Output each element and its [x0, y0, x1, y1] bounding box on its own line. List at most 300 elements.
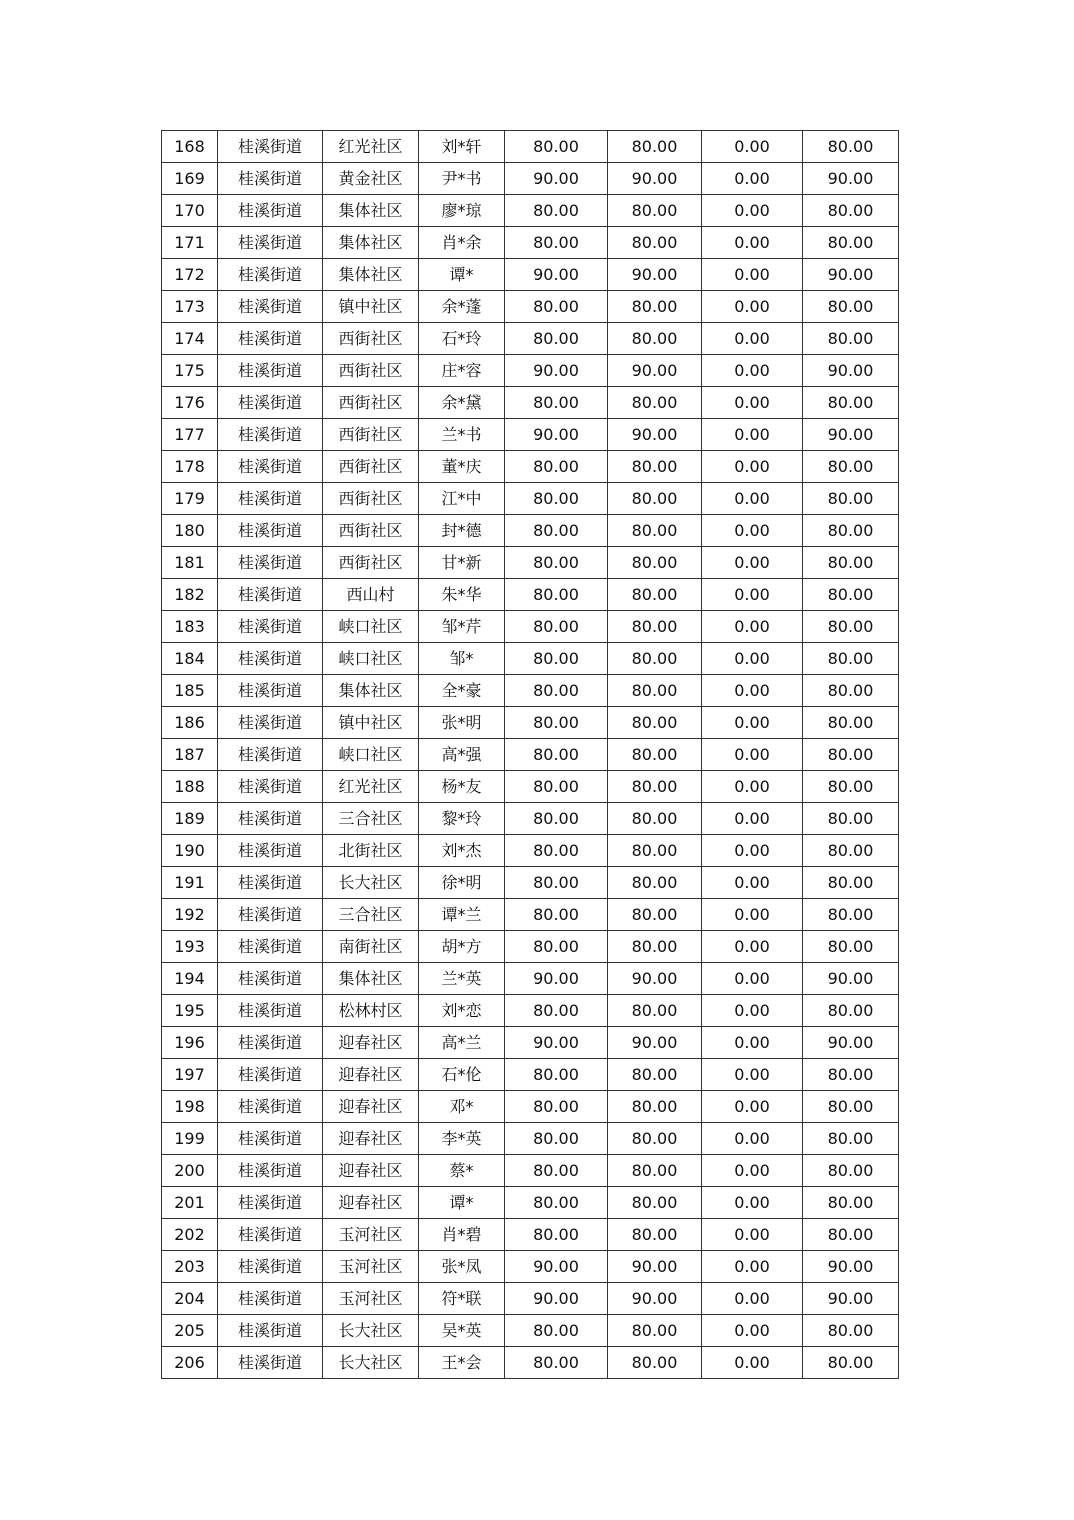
amount-cell: 0.00 — [702, 675, 803, 707]
amount-cell: 0.00 — [702, 355, 803, 387]
street-cell: 桂溪街道 — [218, 291, 323, 323]
amount-cell: 80.00 — [505, 451, 608, 483]
community-cell: 峡口社区 — [323, 739, 419, 771]
community-cell: 迎春社区 — [323, 1091, 419, 1123]
amount-cell: 90.00 — [505, 963, 608, 995]
amount-cell: 0.00 — [702, 1059, 803, 1091]
amount-cell: 80.00 — [803, 451, 899, 483]
table-row — [162, 771, 899, 803]
community-cell: 迎春社区 — [323, 1059, 419, 1091]
amount-cell: 80.00 — [803, 931, 899, 963]
amount-cell: 80.00 — [608, 771, 702, 803]
amount-cell: 80.00 — [803, 835, 899, 867]
name-cell: 封*德 — [419, 515, 505, 547]
amount-cell: 80.00 — [608, 1219, 702, 1251]
amount-cell: 0.00 — [702, 931, 803, 963]
serial-number-cell: 179 — [162, 483, 218, 515]
serial-number-cell: 204 — [162, 1283, 218, 1315]
street-cell: 桂溪街道 — [218, 675, 323, 707]
serial-number-cell: 171 — [162, 227, 218, 259]
table-row — [162, 643, 899, 675]
amount-cell: 80.00 — [803, 1091, 899, 1123]
amount-cell: 90.00 — [505, 1251, 608, 1283]
community-cell: 峡口社区 — [323, 643, 419, 675]
amount-cell: 80.00 — [803, 675, 899, 707]
amount-cell: 0.00 — [702, 995, 803, 1027]
amount-cell: 0.00 — [702, 1283, 803, 1315]
name-cell: 余*蓬 — [419, 291, 505, 323]
table-row — [162, 835, 899, 867]
table-row — [162, 1155, 899, 1187]
name-cell: 吴*英 — [419, 1315, 505, 1347]
amount-cell: 80.00 — [803, 515, 899, 547]
amount-cell: 80.00 — [608, 995, 702, 1027]
amount-cell: 80.00 — [505, 323, 608, 355]
amount-cell: 90.00 — [608, 1283, 702, 1315]
serial-number-cell: 190 — [162, 835, 218, 867]
serial-number-cell: 195 — [162, 995, 218, 1027]
community-cell: 迎春社区 — [323, 1027, 419, 1059]
street-cell: 桂溪街道 — [218, 1283, 323, 1315]
table-row — [162, 1059, 899, 1091]
amount-cell: 80.00 — [608, 899, 702, 931]
street-cell: 桂溪街道 — [218, 1123, 323, 1155]
table-row — [162, 707, 899, 739]
amount-cell: 0.00 — [702, 483, 803, 515]
community-cell: 南街社区 — [323, 931, 419, 963]
street-cell: 桂溪街道 — [218, 419, 323, 451]
community-cell: 松林村区 — [323, 995, 419, 1027]
table-row — [162, 163, 899, 195]
table-row — [162, 995, 899, 1027]
street-cell: 桂溪街道 — [218, 131, 323, 163]
community-cell: 西街社区 — [323, 451, 419, 483]
table-row — [162, 1187, 899, 1219]
street-cell: 桂溪街道 — [218, 835, 323, 867]
amount-cell: 80.00 — [803, 483, 899, 515]
table-row — [162, 547, 899, 579]
street-cell: 桂溪街道 — [218, 1155, 323, 1187]
street-cell: 桂溪街道 — [218, 323, 323, 355]
amount-cell: 80.00 — [505, 835, 608, 867]
amount-cell: 80.00 — [608, 931, 702, 963]
amount-cell: 80.00 — [803, 1187, 899, 1219]
community-cell: 集体社区 — [323, 259, 419, 291]
community-cell: 西街社区 — [323, 419, 419, 451]
community-cell: 峡口社区 — [323, 611, 419, 643]
amount-cell: 0.00 — [702, 707, 803, 739]
name-cell: 符*联 — [419, 1283, 505, 1315]
amount-cell: 80.00 — [608, 611, 702, 643]
table-row — [162, 1347, 899, 1379]
serial-number-cell: 170 — [162, 195, 218, 227]
amount-cell: 80.00 — [608, 803, 702, 835]
amount-cell: 80.00 — [608, 387, 702, 419]
amount-cell: 80.00 — [505, 867, 608, 899]
serial-number-cell: 206 — [162, 1347, 218, 1379]
community-cell: 西街社区 — [323, 515, 419, 547]
table-row — [162, 1315, 899, 1347]
data-table — [161, 130, 899, 1379]
table-row — [162, 227, 899, 259]
name-cell: 甘*新 — [419, 547, 505, 579]
serial-number-cell: 203 — [162, 1251, 218, 1283]
amount-cell: 0.00 — [702, 1315, 803, 1347]
amount-cell: 80.00 — [608, 1347, 702, 1379]
amount-cell: 90.00 — [505, 419, 608, 451]
serial-number-cell: 197 — [162, 1059, 218, 1091]
community-cell: 长大社区 — [323, 867, 419, 899]
table-row — [162, 131, 899, 163]
street-cell: 桂溪街道 — [218, 739, 323, 771]
amount-cell: 80.00 — [608, 1091, 702, 1123]
amount-cell: 80.00 — [505, 1091, 608, 1123]
serial-number-cell: 184 — [162, 643, 218, 675]
community-cell: 西街社区 — [323, 483, 419, 515]
street-cell: 桂溪街道 — [218, 803, 323, 835]
street-cell: 桂溪街道 — [218, 1091, 323, 1123]
amount-cell: 80.00 — [803, 771, 899, 803]
name-cell: 刘*轩 — [419, 131, 505, 163]
name-cell: 朱*华 — [419, 579, 505, 611]
serial-number-cell: 193 — [162, 931, 218, 963]
amount-cell: 90.00 — [803, 163, 899, 195]
community-cell: 红光社区 — [323, 771, 419, 803]
serial-number-cell: 181 — [162, 547, 218, 579]
table-row — [162, 1219, 899, 1251]
street-cell: 桂溪街道 — [218, 931, 323, 963]
table-row — [162, 1027, 899, 1059]
amount-cell: 90.00 — [608, 259, 702, 291]
amount-cell: 0.00 — [702, 1155, 803, 1187]
amount-cell: 80.00 — [505, 931, 608, 963]
amount-cell: 0.00 — [702, 1251, 803, 1283]
amount-cell: 90.00 — [608, 1027, 702, 1059]
community-cell: 集体社区 — [323, 227, 419, 259]
name-cell: 庄*容 — [419, 355, 505, 387]
amount-cell: 80.00 — [505, 515, 608, 547]
amount-cell: 80.00 — [608, 1315, 702, 1347]
name-cell: 兰*英 — [419, 963, 505, 995]
amount-cell: 80.00 — [505, 291, 608, 323]
street-cell: 桂溪街道 — [218, 355, 323, 387]
amount-cell: 80.00 — [803, 1347, 899, 1379]
table-row — [162, 931, 899, 963]
amount-cell: 80.00 — [505, 611, 608, 643]
community-cell: 北街社区 — [323, 835, 419, 867]
serial-number-cell: 175 — [162, 355, 218, 387]
name-cell: 廖*琼 — [419, 195, 505, 227]
amount-cell: 90.00 — [803, 1283, 899, 1315]
amount-cell: 80.00 — [505, 1059, 608, 1091]
name-cell: 兰*书 — [419, 419, 505, 451]
amount-cell: 90.00 — [505, 163, 608, 195]
serial-number-cell: 194 — [162, 963, 218, 995]
table-row — [162, 803, 899, 835]
street-cell: 桂溪街道 — [218, 771, 323, 803]
amount-cell: 0.00 — [702, 387, 803, 419]
name-cell: 石*玲 — [419, 323, 505, 355]
table-body — [162, 131, 899, 1379]
serial-number-cell: 199 — [162, 1123, 218, 1155]
table-row — [162, 323, 899, 355]
amount-cell: 80.00 — [608, 835, 702, 867]
amount-cell: 90.00 — [608, 163, 702, 195]
amount-cell: 80.00 — [505, 1219, 608, 1251]
amount-cell: 80.00 — [505, 579, 608, 611]
community-cell: 黄金社区 — [323, 163, 419, 195]
community-cell: 玉河社区 — [323, 1219, 419, 1251]
serial-number-cell: 172 — [162, 259, 218, 291]
amount-cell: 80.00 — [803, 643, 899, 675]
table-row — [162, 515, 899, 547]
community-cell: 长大社区 — [323, 1347, 419, 1379]
street-cell: 桂溪街道 — [218, 643, 323, 675]
table-row — [162, 451, 899, 483]
amount-cell: 90.00 — [803, 963, 899, 995]
amount-cell: 80.00 — [803, 579, 899, 611]
amount-cell: 90.00 — [505, 259, 608, 291]
amount-cell: 80.00 — [505, 899, 608, 931]
amount-cell: 80.00 — [505, 387, 608, 419]
amount-cell: 80.00 — [505, 1155, 608, 1187]
community-cell: 玉河社区 — [323, 1251, 419, 1283]
serial-number-cell: 173 — [162, 291, 218, 323]
amount-cell: 90.00 — [803, 1027, 899, 1059]
name-cell: 王*会 — [419, 1347, 505, 1379]
amount-cell: 80.00 — [505, 643, 608, 675]
community-cell: 长大社区 — [323, 1315, 419, 1347]
amount-cell: 80.00 — [803, 611, 899, 643]
amount-cell: 80.00 — [608, 739, 702, 771]
community-cell: 西街社区 — [323, 323, 419, 355]
amount-cell: 80.00 — [505, 995, 608, 1027]
amount-cell: 90.00 — [608, 963, 702, 995]
table-row — [162, 963, 899, 995]
table-row — [162, 675, 899, 707]
amount-cell: 80.00 — [803, 227, 899, 259]
name-cell: 邹*芹 — [419, 611, 505, 643]
serial-number-cell: 191 — [162, 867, 218, 899]
amount-cell: 90.00 — [608, 1251, 702, 1283]
amount-cell: 90.00 — [505, 1283, 608, 1315]
name-cell: 肖*余 — [419, 227, 505, 259]
street-cell: 桂溪街道 — [218, 227, 323, 259]
community-cell: 镇中社区 — [323, 291, 419, 323]
community-cell: 集体社区 — [323, 675, 419, 707]
amount-cell: 80.00 — [803, 707, 899, 739]
name-cell: 董*庆 — [419, 451, 505, 483]
street-cell: 桂溪街道 — [218, 899, 323, 931]
serial-number-cell: 178 — [162, 451, 218, 483]
amount-cell: 80.00 — [505, 739, 608, 771]
serial-number-cell: 183 — [162, 611, 218, 643]
amount-cell: 80.00 — [608, 1155, 702, 1187]
amount-cell: 80.00 — [608, 515, 702, 547]
serial-number-cell: 168 — [162, 131, 218, 163]
community-cell: 玉河社区 — [323, 1283, 419, 1315]
street-cell: 桂溪街道 — [218, 579, 323, 611]
name-cell: 谭*兰 — [419, 899, 505, 931]
street-cell: 桂溪街道 — [218, 611, 323, 643]
amount-cell: 0.00 — [702, 1187, 803, 1219]
amount-cell: 80.00 — [505, 707, 608, 739]
amount-cell: 0.00 — [702, 451, 803, 483]
amount-cell: 0.00 — [702, 547, 803, 579]
table-row — [162, 1251, 899, 1283]
table-row — [162, 611, 899, 643]
street-cell: 桂溪街道 — [218, 483, 323, 515]
amount-cell: 0.00 — [702, 291, 803, 323]
community-cell: 西街社区 — [323, 355, 419, 387]
name-cell: 邹* — [419, 643, 505, 675]
amount-cell: 80.00 — [505, 675, 608, 707]
amount-cell: 0.00 — [702, 579, 803, 611]
street-cell: 桂溪街道 — [218, 963, 323, 995]
street-cell: 桂溪街道 — [218, 867, 323, 899]
table-row — [162, 739, 899, 771]
name-cell: 江*中 — [419, 483, 505, 515]
amount-cell: 0.00 — [702, 195, 803, 227]
amount-cell: 80.00 — [505, 1347, 608, 1379]
amount-cell: 80.00 — [608, 579, 702, 611]
name-cell: 张*凤 — [419, 1251, 505, 1283]
amount-cell: 80.00 — [803, 803, 899, 835]
serial-number-cell: 186 — [162, 707, 218, 739]
amount-cell: 0.00 — [702, 963, 803, 995]
serial-number-cell: 169 — [162, 163, 218, 195]
amount-cell: 0.00 — [702, 163, 803, 195]
amount-cell: 0.00 — [702, 259, 803, 291]
community-cell: 迎春社区 — [323, 1187, 419, 1219]
table-row — [162, 899, 899, 931]
amount-cell: 0.00 — [702, 419, 803, 451]
name-cell: 余*黛 — [419, 387, 505, 419]
name-cell: 黎*玲 — [419, 803, 505, 835]
amount-cell: 0.00 — [702, 643, 803, 675]
amount-cell: 0.00 — [702, 515, 803, 547]
street-cell: 桂溪街道 — [218, 1315, 323, 1347]
amount-cell: 0.00 — [702, 771, 803, 803]
serial-number-cell: 201 — [162, 1187, 218, 1219]
amount-cell: 0.00 — [702, 1091, 803, 1123]
serial-number-cell: 182 — [162, 579, 218, 611]
amount-cell: 80.00 — [803, 1059, 899, 1091]
amount-cell: 0.00 — [702, 1219, 803, 1251]
amount-cell: 80.00 — [608, 323, 702, 355]
table-row — [162, 1283, 899, 1315]
amount-cell: 80.00 — [608, 867, 702, 899]
amount-cell: 80.00 — [803, 739, 899, 771]
amount-cell: 80.00 — [803, 131, 899, 163]
amount-cell: 0.00 — [702, 131, 803, 163]
amount-cell: 0.00 — [702, 867, 803, 899]
community-cell: 西山村 — [323, 579, 419, 611]
community-cell: 三合社区 — [323, 899, 419, 931]
amount-cell: 80.00 — [803, 387, 899, 419]
name-cell: 肖*碧 — [419, 1219, 505, 1251]
community-cell: 集体社区 — [323, 195, 419, 227]
amount-cell: 80.00 — [505, 803, 608, 835]
serial-number-cell: 205 — [162, 1315, 218, 1347]
amount-cell: 80.00 — [803, 291, 899, 323]
name-cell: 张*明 — [419, 707, 505, 739]
serial-number-cell: 196 — [162, 1027, 218, 1059]
amount-cell: 80.00 — [803, 1155, 899, 1187]
amount-cell: 0.00 — [702, 1027, 803, 1059]
serial-number-cell: 188 — [162, 771, 218, 803]
serial-number-cell: 202 — [162, 1219, 218, 1251]
amount-cell: 80.00 — [608, 547, 702, 579]
serial-number-cell: 187 — [162, 739, 218, 771]
community-cell: 镇中社区 — [323, 707, 419, 739]
amount-cell: 80.00 — [803, 995, 899, 1027]
amount-cell: 80.00 — [803, 547, 899, 579]
amount-cell: 80.00 — [505, 1187, 608, 1219]
street-cell: 桂溪街道 — [218, 259, 323, 291]
amount-cell: 80.00 — [803, 1315, 899, 1347]
amount-cell: 80.00 — [505, 131, 608, 163]
amount-cell: 80.00 — [803, 1219, 899, 1251]
amount-cell: 80.00 — [505, 547, 608, 579]
serial-number-cell: 176 — [162, 387, 218, 419]
amount-cell: 0.00 — [702, 835, 803, 867]
community-cell: 西街社区 — [323, 547, 419, 579]
name-cell: 尹*书 — [419, 163, 505, 195]
table-row — [162, 867, 899, 899]
amount-cell: 80.00 — [803, 323, 899, 355]
amount-cell: 80.00 — [505, 1315, 608, 1347]
street-cell: 桂溪街道 — [218, 1251, 323, 1283]
amount-cell: 80.00 — [505, 227, 608, 259]
name-cell: 石*伦 — [419, 1059, 505, 1091]
amount-cell: 0.00 — [702, 227, 803, 259]
street-cell: 桂溪街道 — [218, 1219, 323, 1251]
amount-cell: 90.00 — [608, 355, 702, 387]
serial-number-cell: 200 — [162, 1155, 218, 1187]
amount-cell: 0.00 — [702, 323, 803, 355]
amount-cell: 90.00 — [505, 1027, 608, 1059]
serial-number-cell: 198 — [162, 1091, 218, 1123]
amount-cell: 0.00 — [702, 739, 803, 771]
amount-cell: 0.00 — [702, 803, 803, 835]
table-row — [162, 419, 899, 451]
table-row — [162, 1123, 899, 1155]
amount-cell: 80.00 — [608, 1187, 702, 1219]
serial-number-cell: 192 — [162, 899, 218, 931]
name-cell: 胡*方 — [419, 931, 505, 963]
amount-cell: 80.00 — [608, 707, 702, 739]
table-row — [162, 291, 899, 323]
amount-cell: 80.00 — [505, 483, 608, 515]
community-cell: 迎春社区 — [323, 1155, 419, 1187]
serial-number-cell: 189 — [162, 803, 218, 835]
amount-cell: 80.00 — [803, 195, 899, 227]
serial-number-cell: 177 — [162, 419, 218, 451]
community-cell: 三合社区 — [323, 803, 419, 835]
street-cell: 桂溪街道 — [218, 387, 323, 419]
table-row — [162, 483, 899, 515]
amount-cell: 80.00 — [608, 1123, 702, 1155]
name-cell: 刘*杰 — [419, 835, 505, 867]
amount-cell: 0.00 — [702, 1347, 803, 1379]
name-cell: 李*英 — [419, 1123, 505, 1155]
community-cell: 集体社区 — [323, 963, 419, 995]
community-cell: 迎春社区 — [323, 1123, 419, 1155]
street-cell: 桂溪街道 — [218, 995, 323, 1027]
amount-cell: 80.00 — [505, 771, 608, 803]
amount-cell: 0.00 — [702, 899, 803, 931]
